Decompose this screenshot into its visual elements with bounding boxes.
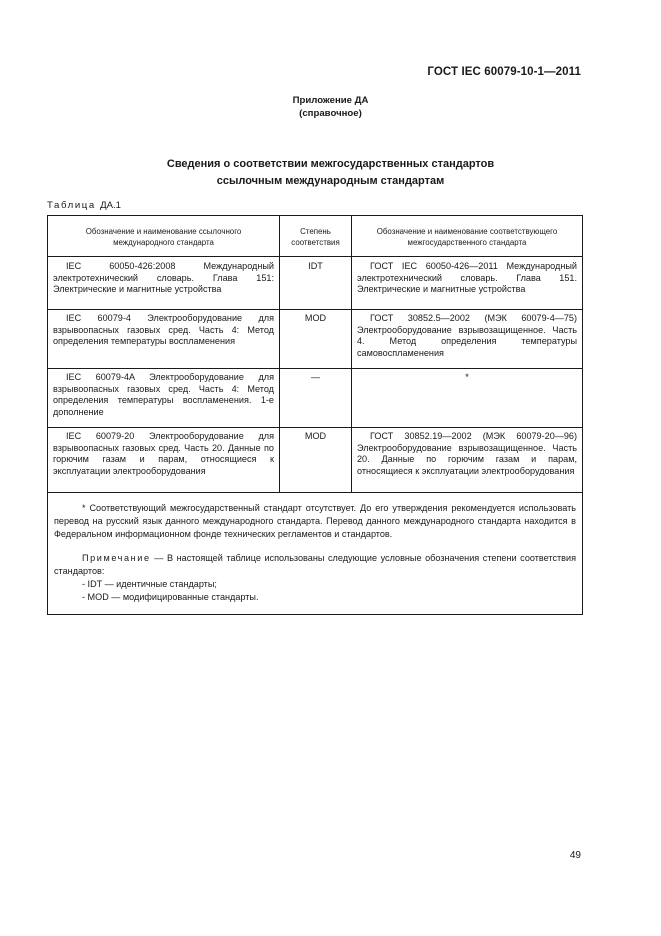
cell-international-standard: IEC 60079-20 Электрооборудование для взрывоопасных газовых сред. Часть 20. Данные по горючим газам и парам, относящиеся к эксплуатации электрооборудования (48, 428, 280, 493)
table-caption (47, 200, 121, 211)
page-number: 49 (569, 850, 581, 861)
table-footer-row (48, 493, 583, 615)
cell-interstate-standard: ГОСТ 30852.19—2002 (МЭК 60079-20—96) Электрооборудование взрывозащищенное. Часть 20. Данные по горючим газам и парам, относящиеся к эксплуатации электрооборудования (352, 428, 583, 493)
cell-degree: — (280, 369, 352, 428)
footnote: * Соответствующий межгосударственный стандарт отсутствует. До его утверждения рекомендуется использовать перевод на русский язык данного международного стандарта. Перевод данного международного стандарта находится в Федеральном информационном фонде технических регламентов и стандартов. (54, 503, 576, 539)
section-heading-line-1: Сведения о соответствии межгосударственных стандартов (166, 158, 495, 170)
note-item-mod: - MOD — модифицированные стандарты. (82, 592, 259, 602)
cell-interstate-standard: ГОСТ IEC 60050-426—2011 Международный электротехнический словарь. Глава 151. Электрические и магнитные устройства (352, 257, 583, 310)
table-row (48, 369, 583, 428)
table-caption-label: Таблица (47, 200, 96, 211)
correspondence-table (47, 215, 583, 615)
table-footer (48, 493, 583, 615)
cell-international-standard: IEC 60079-4A Электрооборудование для взрывоопасных газовых сред. Часть 4: Метод определения температуры воспламенения. 1-е дополнение (48, 369, 280, 428)
cell-international-standard: IEC 60079-4 Электрооборудование для взрывоопасных газовых сред. Часть 4: Метод определения температуры воспламенения (48, 310, 280, 369)
note-label: Примечание (82, 553, 151, 563)
header-international-standard: Обозначение и наименование ссылочного международного стандарта (48, 216, 280, 257)
header-degree: Степень соответствия (280, 216, 352, 257)
annex-title: Приложение ДА (292, 95, 369, 106)
document-code: ГОСТ IEC 60079-10-1—2011 (427, 66, 581, 78)
note (54, 552, 576, 578)
table-header-row (48, 216, 583, 257)
section-heading-line-2: ссылочным международным стандартам (216, 175, 445, 187)
note-text: — В настоящей таблице использованы следующие условные обозначения степени соответствия стандартов: (54, 553, 576, 576)
cell-interstate-standard: * (352, 369, 583, 428)
cell-international-standard: IEC 60050-426:2008 Международный электротехнический словарь. Глава 151: Электрические и магнитные устройства (48, 257, 280, 310)
cell-degree: IDT (280, 257, 352, 310)
annex-subtitle: (справочное) (299, 108, 362, 119)
note-item-idt: - IDT — идентичные стандарты; (82, 579, 217, 589)
cell-degree: MOD (280, 428, 352, 493)
table-row (48, 428, 583, 493)
table-caption-number: ДА.1 (100, 200, 121, 211)
table-row (48, 257, 583, 310)
section-heading (0, 156, 661, 190)
cell-interstate-standard: ГОСТ 30852.5—2002 (МЭК 60079-4—75) Электрооборудование взрывозащищенное. Часть 4. Метод определения температуры самовоспламенения (352, 310, 583, 369)
header-interstate-standard: Обозначение и наименование соответствующего межгосударственного стандарта (352, 216, 583, 257)
table-row (48, 310, 583, 369)
cell-degree: MOD (280, 310, 352, 369)
